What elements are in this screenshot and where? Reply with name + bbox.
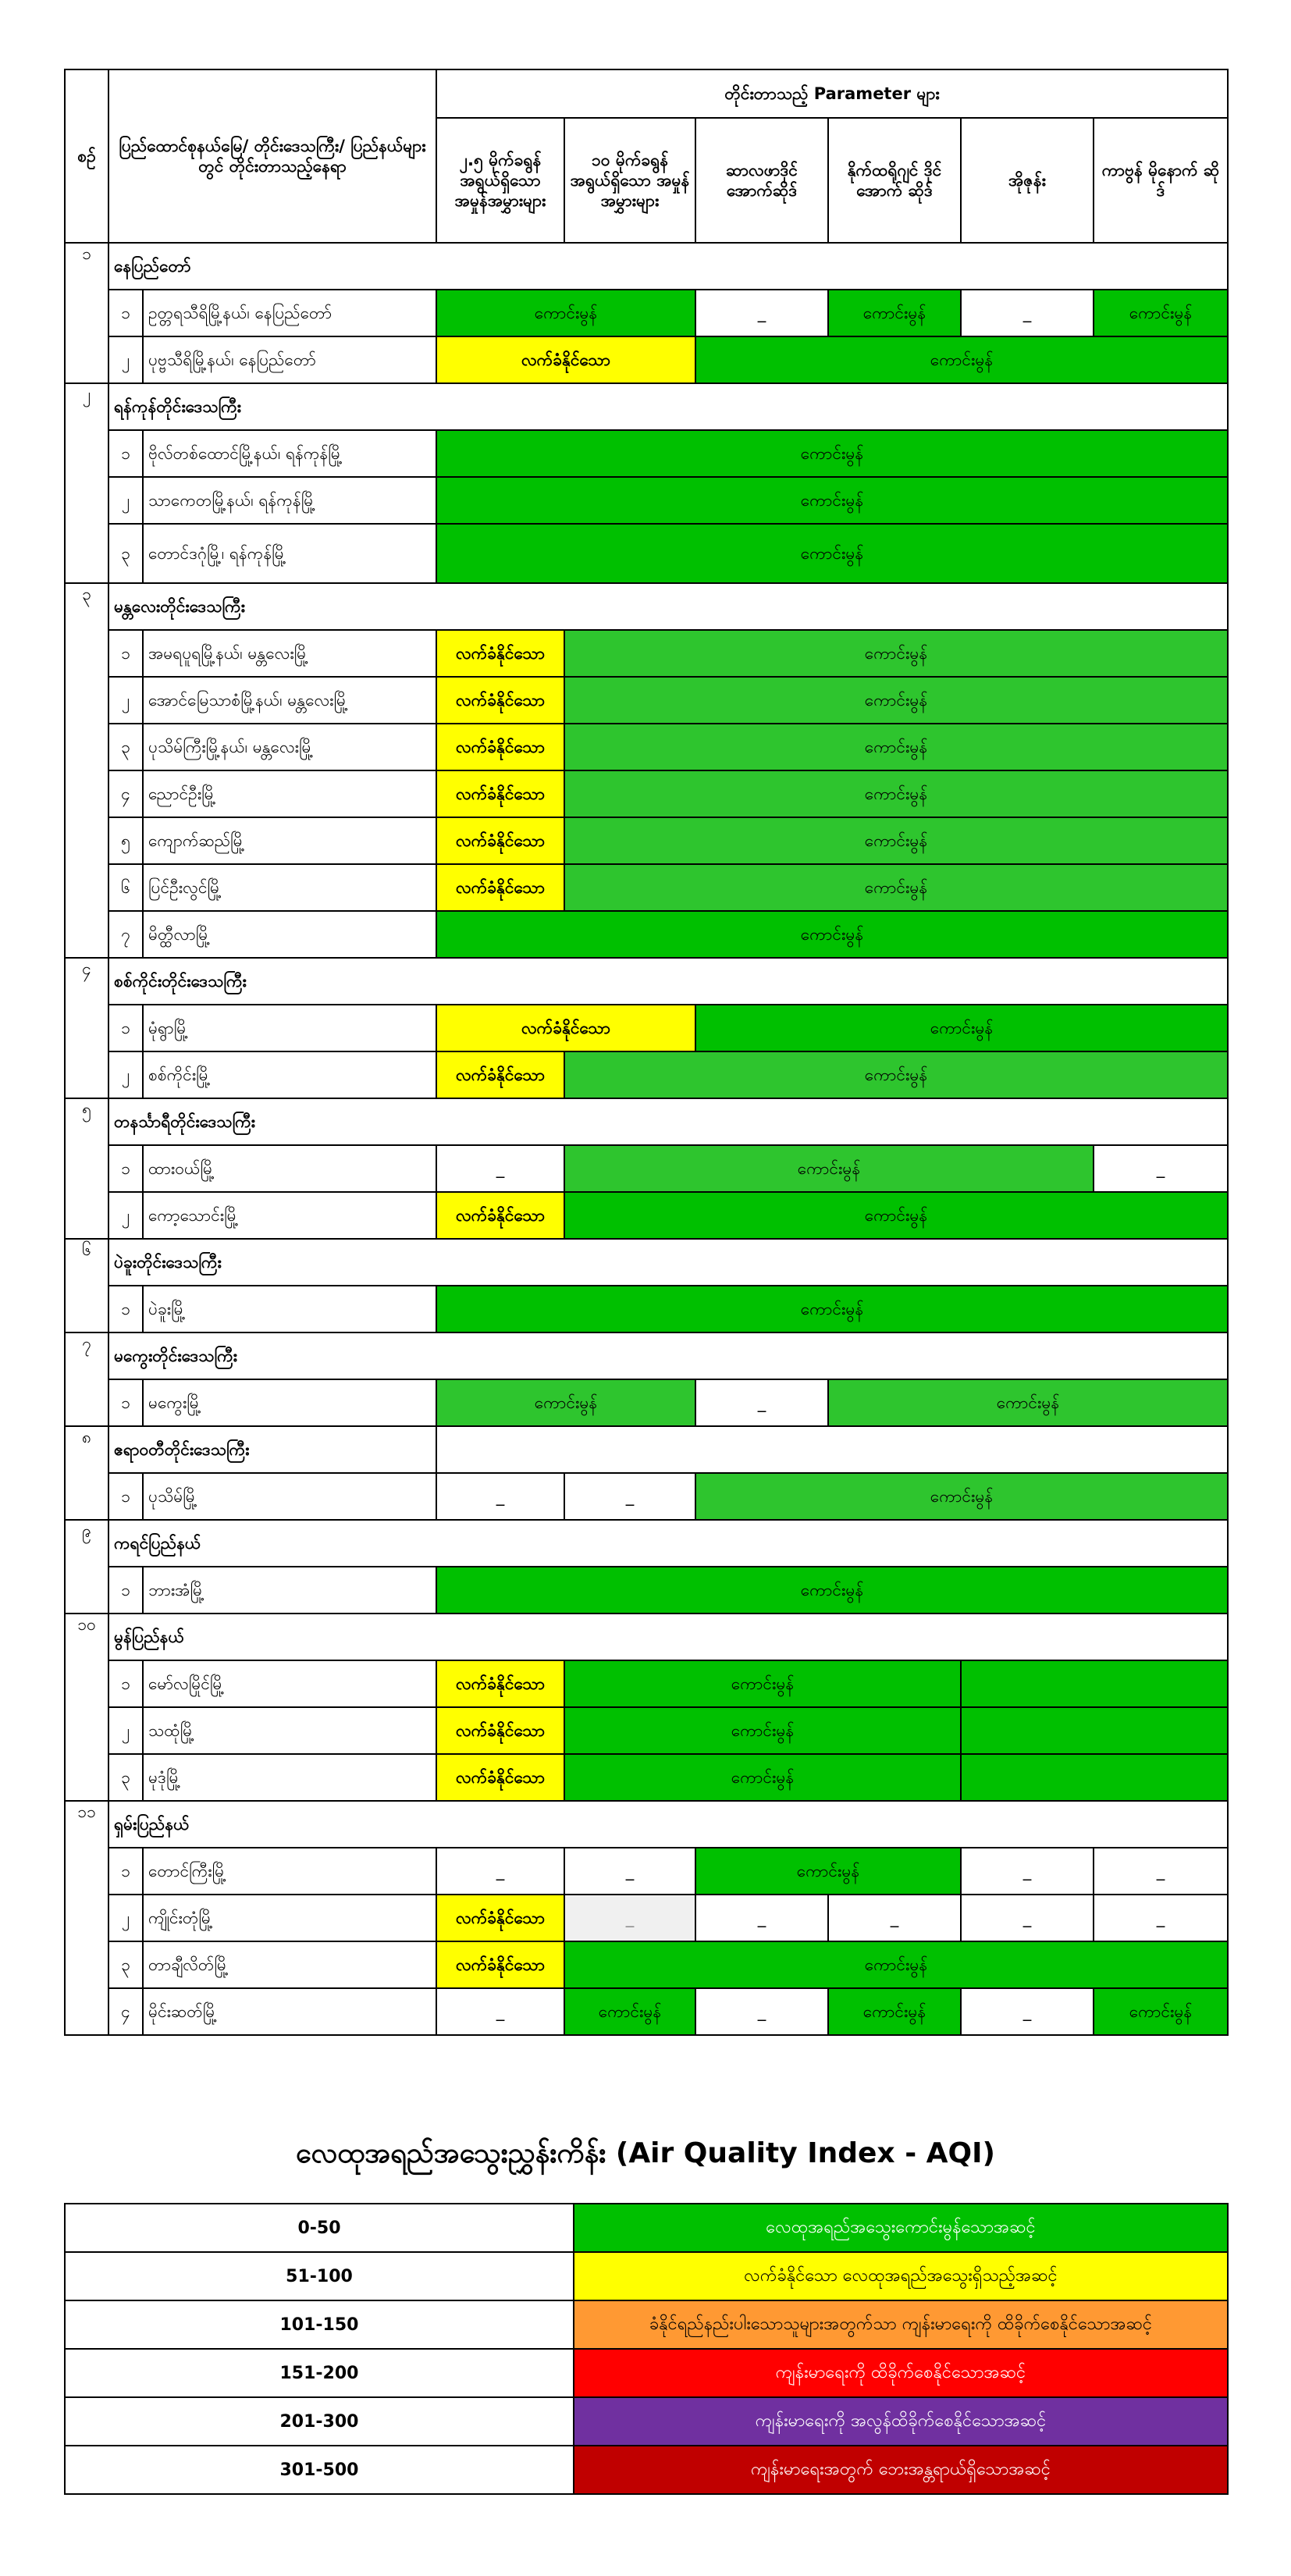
group-no: ၁၁: [65, 1801, 108, 2035]
row-no: ၇: [108, 911, 143, 958]
aqi-legend: [64, 2203, 1227, 2495]
status-fair: လက်ခံနိုင်သော: [436, 1707, 564, 1754]
row-no: ၁: [108, 1848, 143, 1895]
table-row: [65, 1379, 1228, 1426]
station-name: သထုံမြို့: [143, 1707, 436, 1754]
status-fair: လက်ခံနိုင်သော: [436, 336, 695, 383]
param-no2: နိုက်ထရိုဂျင် ဒိုင်အောက် ဆိုဒ်: [828, 118, 961, 243]
group-name: ကရင်ပြည်နယ်: [108, 1520, 1228, 1567]
status-good: ကောင်းမွန်: [436, 430, 1228, 477]
status-none: _: [1094, 1145, 1228, 1192]
status-good: ကောင်းမွန်: [1094, 1988, 1228, 2035]
aqi-row: [65, 2397, 1228, 2446]
status-good: ကောင်းမွန်: [436, 1379, 695, 1426]
row-no: ၁: [108, 1005, 143, 1051]
table-row: [65, 630, 1228, 677]
status-fair: လက်ခံနိုင်သော: [436, 630, 564, 677]
status-good: ကောင်းမွန်: [695, 1848, 961, 1895]
status-fair: လက်ခံနိုင်သော: [436, 817, 564, 864]
status-good: ကောင်းမွန်: [564, 1988, 695, 2035]
group-no: ၈: [65, 1426, 108, 1520]
row-no: ၁: [108, 1145, 143, 1192]
status-none: _: [436, 1145, 564, 1192]
aqi-row: [65, 2349, 1228, 2397]
station-name: မိုင်းဆတ်မြို့: [143, 1988, 436, 2035]
status-good: ကောင်းမွန်: [564, 1660, 961, 1707]
status-none: _: [436, 1988, 564, 2035]
status-none: _: [695, 1988, 828, 2035]
table-row: [65, 1660, 1228, 1707]
table-row: [65, 336, 1228, 383]
group-name: မန္တလေးတိုင်းဒေသကြီး: [108, 583, 1228, 630]
table-row: [65, 1051, 1228, 1098]
aqi-title: လေထုအရည်အသွေးညွှန်းကိန်း (Air Quality Index - AQI): [296, 2137, 995, 2169]
table-row: [65, 864, 1228, 911]
row-no: ၂: [108, 677, 143, 724]
status-none: _: [564, 1895, 695, 1941]
station-name: တောင်ကြီးမြို့: [143, 1848, 436, 1895]
station-name: တာချီလိတ်မြို့: [143, 1941, 436, 1988]
aqi-description: ကျန်းမာရေးကို အလွန်ထိခိုက်စေနိုင်သောအဆင့်: [574, 2397, 1228, 2446]
table-row: [65, 430, 1228, 477]
table-row: [65, 724, 1228, 770]
row-no: ၃: [108, 1941, 143, 1988]
aqi-description: ကျန်းမာရေးကို ထိခိုက်စေနိုင်သောအဆင့်: [574, 2349, 1228, 2397]
table-row: [65, 477, 1228, 524]
status-fair: လက်ခံနိုင်သော: [436, 1941, 564, 1988]
empty-cell: [436, 1426, 1228, 1473]
station-name: တောင်ဒဂုံမြို့၊ ရန်ကုန်မြို့: [143, 524, 436, 583]
status-good: ကောင်းမွန်: [564, 1707, 961, 1754]
row-no: ၁: [108, 1379, 143, 1426]
table-row: [65, 1988, 1228, 2035]
table-row: [65, 1473, 1228, 1520]
group-name: ပဲခူးတိုင်းဒေသကြီး: [108, 1239, 1228, 1286]
group-name: တနင်္သာရီတိုင်းဒေသကြီး: [108, 1098, 1228, 1145]
row-no: ၃: [108, 724, 143, 770]
row-no: ၂: [108, 1192, 143, 1239]
table-row: [65, 1848, 1228, 1895]
status-none: _: [564, 1848, 695, 1895]
status-good: ကောင်းမွန်: [564, 1192, 1228, 1239]
row-no: ၄: [108, 770, 143, 817]
aqi-row: [65, 2446, 1228, 2494]
group-name: ရှမ်းပြည်နယ်: [108, 1801, 1228, 1848]
table-row: [65, 1707, 1228, 1754]
status-good: ကောင်းမွန်: [564, 677, 1228, 724]
station-name: ဘားအံမြို့: [143, 1567, 436, 1614]
group-no: ၇: [65, 1332, 108, 1426]
station-name: စစ်ကိုင်းမြို့: [143, 1051, 436, 1098]
station-name: ကျိုင်းတုံမြို့: [143, 1895, 436, 1941]
table-row: [65, 1005, 1228, 1051]
status-good: ကောင်းမွန်: [564, 770, 1228, 817]
station-name: ပုသိမ်မြို့: [143, 1473, 436, 1520]
status-good: ကောင်းမွန်: [695, 336, 1228, 383]
table-row: [65, 1567, 1228, 1614]
group-name: နေပြည်တော်: [108, 243, 1228, 290]
group-no: ၄: [65, 958, 108, 1098]
row-no: ၁: [108, 1473, 143, 1520]
row-no: ၂: [108, 1051, 143, 1098]
status-good: ကောင်းမွန်: [564, 1754, 961, 1801]
aqi-range: 201-300: [65, 2397, 574, 2446]
table-row: [65, 1192, 1228, 1239]
status-good: ကောင်းမွန်: [564, 724, 1228, 770]
aqi-range: 0-50: [65, 2204, 574, 2252]
station-name: ပြင်ဦးလွင်မြို့: [143, 864, 436, 911]
station-name: မုဒုံမြို့: [143, 1754, 436, 1801]
station-name: ဗိုလ်တစ်ထောင်မြို့နယ်၊ ရန်ကုန်မြို့: [143, 430, 436, 477]
station-name: မော်လမြိုင်မြို့: [143, 1660, 436, 1707]
row-no: ၆: [108, 864, 143, 911]
status-none: _: [1094, 1895, 1228, 1941]
group-name: ဧရာဝတီတိုင်းဒေသကြီး: [108, 1426, 436, 1473]
table-row: [65, 817, 1228, 864]
group-name: ရန်ကုန်တိုင်းဒေသကြီး: [108, 383, 1228, 430]
param-so2: ဆာလဖာဒိုင် အောက်ဆိုဒ်: [695, 118, 828, 243]
station-name: သာကေတမြို့နယ်၊ ရန်ကုန်မြို့: [143, 477, 436, 524]
status-fair: လက်ခံနိုင်သော: [436, 677, 564, 724]
status-good: ကောင်းမွန်: [564, 817, 1228, 864]
status-none: _: [564, 1473, 695, 1520]
table-row: [65, 1145, 1228, 1192]
status-fair: လက်ခံနိုင်သော: [436, 724, 564, 770]
param-pm10: ၁၀ မိုက်ခရွန် အရွယ်ရှိသော အမှုန်အမွှားများ: [564, 118, 695, 243]
param-co: ကာဗွန် မိုနောက် ဆိုဒ်: [1094, 118, 1228, 243]
status-fair: လက်ခံနိုင်သော: [436, 1005, 695, 1051]
status-good: ကောင်းမွန်: [564, 1145, 1094, 1192]
row-no: ၃: [108, 524, 143, 583]
station-name: ပဲခူးမြို့: [143, 1286, 436, 1332]
table-row: [65, 911, 1228, 958]
col-station-header: ပြည်ထောင်စုနယ်မြေ/ တိုင်းဒေသကြီး/ ပြည်နယ်များတွင် တိုင်းတာသည့်နေရာ: [108, 69, 436, 243]
aqi-description: လက်ခံနိုင်သော လေထုအရည်အသွေးရှိသည့်အဆင့်: [574, 2252, 1228, 2300]
row-no: ၂: [108, 336, 143, 383]
status-good: ကောင်းမွန်: [564, 630, 1228, 677]
group-no: ၅: [65, 1098, 108, 1239]
row-no: ၄: [108, 1988, 143, 2035]
status-good: ကောင်းမွန်: [436, 1567, 1228, 1614]
status-fair: လက်ခံနိုင်သော: [436, 1895, 564, 1941]
status-none: _: [1094, 1848, 1228, 1895]
status-good: ကောင်းမွန်: [695, 1473, 1228, 1520]
table-row: [65, 1895, 1228, 1941]
aqi-range: 301-500: [65, 2446, 574, 2494]
status-none: _: [436, 1473, 564, 1520]
group-no: ၃: [65, 583, 108, 958]
group-no: ၁၀: [65, 1614, 108, 1801]
group-name: စစ်ကိုင်းတိုင်းဒေသကြီး: [108, 958, 1228, 1005]
param-o3: အိုဇုန်း: [961, 118, 1094, 243]
status-good-fill: [961, 1660, 1228, 1707]
station-name: အမရပူရမြို့နယ်၊ မန္တလေးမြို့: [143, 630, 436, 677]
status-good: ကောင်းမွန်: [695, 1005, 1228, 1051]
status-good: ကောင်းမွန်: [436, 477, 1228, 524]
table-row: [65, 290, 1228, 336]
aqi-range: 51-100: [65, 2252, 574, 2300]
station-name: ထားဝယ်မြို့: [143, 1145, 436, 1192]
aqi-row: [65, 2300, 1228, 2349]
status-fair: လက်ခံနိုင်သော: [436, 770, 564, 817]
status-fair: လက်ခံနိုင်သော: [436, 1754, 564, 1801]
status-none: _: [436, 1848, 564, 1895]
row-no: ၁: [108, 1286, 143, 1332]
col-no-header: စဉ်: [65, 69, 108, 243]
status-good: ကောင်းမွန်: [436, 911, 1228, 958]
station-name: မုံရွာမြို့: [143, 1005, 436, 1051]
status-none: _: [828, 1895, 961, 1941]
status-fair: လက်ခံနိုင်သော: [436, 1051, 564, 1098]
status-none: _: [961, 1895, 1094, 1941]
station-name: အောင်မြေသာစံမြို့နယ်၊ မန္တလေးမြို့: [143, 677, 436, 724]
status-good: ကောင်းမွန်: [828, 1988, 961, 2035]
status-good-fill: [961, 1754, 1228, 1801]
aqi-row: [65, 2252, 1228, 2300]
status-fair: လက်ခံနိုင်သော: [436, 864, 564, 911]
status-none: _: [695, 1379, 828, 1426]
row-no: ၅: [108, 817, 143, 864]
station-name: ကော့သောင်းမြို့: [143, 1192, 436, 1239]
status-none: _: [961, 1988, 1094, 2035]
status-good: ကောင်းမွန်: [436, 1286, 1228, 1332]
row-no: ၁: [108, 290, 143, 336]
station-name: ပုသိမ်ကြီးမြို့နယ်၊ မန္တလေးမြို့: [143, 724, 436, 770]
station-name: ဥတ္တရသီရိမြို့နယ်၊ နေပြည်တော်: [143, 290, 436, 336]
table-row: [65, 524, 1228, 583]
status-good: ကောင်းမွန်: [436, 290, 695, 336]
status-fair: လက်ခံနိုင်သော: [436, 1660, 564, 1707]
group-name: မွန်ပြည်နယ်: [108, 1614, 1228, 1660]
status-good: ကောင်းမွန်: [828, 290, 961, 336]
air-quality-table: [64, 69, 1227, 2036]
station-name: မိတ္ထီလာမြို့: [143, 911, 436, 958]
table-row: [65, 1941, 1228, 1988]
group-no: ၆: [65, 1239, 108, 1332]
table-row: [65, 770, 1228, 817]
aqi-range: 101-150: [65, 2300, 574, 2349]
table-row: [65, 1754, 1228, 1801]
status-good: ကောင်းမွန်: [436, 524, 1228, 583]
aqi-range: 151-200: [65, 2349, 574, 2397]
station-name: ပုဗ္ဗသီရိမြို့နယ်၊ နေပြည်တော်: [143, 336, 436, 383]
params-title: တိုင်းတာသည့် Parameter များ: [436, 69, 1228, 118]
row-no: ၃: [108, 1754, 143, 1801]
row-no: ၁: [108, 430, 143, 477]
status-good: ကောင်းမွန်: [828, 1379, 1228, 1426]
status-good: ကောင်းမွန်: [1094, 290, 1228, 336]
status-fair: လက်ခံနိုင်သော: [436, 1192, 564, 1239]
station-name: ကျောက်ဆည်မြို့: [143, 817, 436, 864]
row-no: ၁: [108, 1567, 143, 1614]
table-row: [65, 677, 1228, 724]
status-none: _: [961, 290, 1094, 336]
row-no: ၂: [108, 1707, 143, 1754]
aqi-description: လေထုအရည်အသွေးကောင်းမွန်သောအဆင့်: [574, 2204, 1228, 2252]
status-good-fill: [961, 1707, 1228, 1754]
table-row: [65, 1286, 1228, 1332]
aqi-row: [65, 2204, 1228, 2252]
status-none: _: [695, 290, 828, 336]
row-no: ၂: [108, 477, 143, 524]
station-name: မကွေးမြို့: [143, 1379, 436, 1426]
row-no: ၂: [108, 1895, 143, 1941]
aqi-description: ခံနိုင်ရည်နည်းပါးသောသူများအတွက်သာ ကျန်းမာရေးကို ထိခိုက်စေနိုင်သောအဆင့်: [574, 2300, 1228, 2349]
station-name: ညောင်ဦးမြို့: [143, 770, 436, 817]
row-no: ၁: [108, 630, 143, 677]
status-good: ကောင်းမွန်: [564, 1051, 1228, 1098]
group-no: ၁: [65, 243, 108, 383]
row-no: ၁: [108, 1660, 143, 1707]
group-no: ၂: [65, 383, 108, 583]
aqi-description: ကျန်းမာရေးအတွက် ဘေးအန္တရာယ်ရှိသောအဆင့်: [574, 2446, 1228, 2494]
status-none: _: [961, 1848, 1094, 1895]
status-good: ကောင်းမွန်: [564, 864, 1228, 911]
group-name: မကွေးတိုင်းဒေသကြီး: [108, 1332, 1228, 1379]
status-good: ကောင်းမွန်: [564, 1941, 1228, 1988]
param-pm25: ၂.၅ မိုက်ခရွန် အရွယ်ရှိသော အမှုန်အမွှားများ: [436, 118, 564, 243]
status-none: _: [695, 1895, 828, 1941]
group-no: ၉: [65, 1520, 108, 1614]
